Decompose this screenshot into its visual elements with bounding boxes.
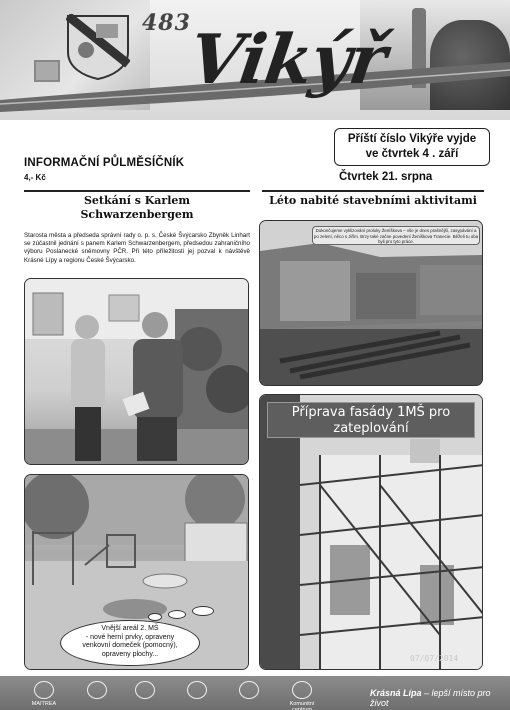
- issue-number: 483: [142, 10, 191, 36]
- article-left-headline-line2: Schwarzenbergem: [80, 208, 194, 221]
- caption-playground-line4: opraveny plochy...: [101, 650, 159, 658]
- sponsor-maitrea: [24, 681, 64, 707]
- maitrea-logo-icon: [34, 681, 54, 699]
- caption-facade: [267, 402, 475, 438]
- sponsor-logo-icon: [239, 681, 259, 699]
- caption-playground-line3: venkovní domeček (pomocný),: [82, 642, 178, 650]
- newspaper-logo: Vikýř: [184, 20, 391, 100]
- next-issue-line1: Příští číslo Vikýře vyjde: [347, 133, 477, 145]
- sponsor-logo-icon: [187, 681, 207, 699]
- masthead: [0, 0, 510, 120]
- article-right-headline: Léto nabité stavebními aktivitami: [269, 194, 477, 207]
- caption-facade-line2: zateplování: [333, 421, 409, 436]
- headline-rule-left: [24, 190, 250, 192]
- coat-of-arms-icon: [66, 14, 130, 80]
- price: 4,- Kč: [24, 173, 46, 182]
- town-slogan: [370, 688, 510, 708]
- next-issue-box: [334, 128, 490, 166]
- article-left-headline-line1: Setkání s Karlem: [83, 194, 191, 207]
- bubble-dot-3: [192, 606, 214, 616]
- caption-playground-line1: Vnější areál 2. MŠ: [101, 625, 159, 632]
- sponsor-3: [130, 681, 160, 701]
- sponsor-5: [234, 681, 264, 701]
- caption-playground-line2: - nové herní prvky, opraveny: [85, 633, 175, 641]
- sponsor-logo-icon: [87, 681, 107, 699]
- community-centre-logo-icon: [292, 681, 312, 699]
- slogan-rest: – lepší místo pro život: [370, 688, 491, 708]
- ruin-illustration: [260, 221, 483, 386]
- caption-facade-line1: Příprava fasády 1MŠ pro: [291, 405, 451, 420]
- next-issue-line2: ve čtvrtek 4 . září: [365, 148, 459, 160]
- caption-ruin: Dokončujeme vyklizování proluky Ženíškova – vše je dnes prašnější, zasypávání a po zelení, něco s Jiřím. Brzy také začne povedení Ženíškova Tranecie. Běželi tu oba byli pro tyto práce.: [313, 228, 479, 244]
- sponsor-2: [82, 681, 112, 701]
- newspaper-subtitle: INFORMAČNÍ PŮLMĚSÍČNÍK: [24, 157, 185, 169]
- photo-date-stamp: 07/07/2014: [410, 654, 459, 663]
- meeting-illustration: [25, 279, 249, 465]
- photo-meeting: [24, 278, 249, 465]
- bubble-dot-2: [168, 610, 186, 619]
- sponsor-logo-icon: [135, 681, 155, 699]
- sponsor-komunitni-centrum: Komunitní centrum: [280, 681, 324, 710]
- sponsor-4: [182, 681, 212, 701]
- sponsor-label: MAITREA: [31, 701, 57, 707]
- article-left-body: Starosta města a předseda správní rady o. p. s. České Švýcarsko Zbyněk Linhart se zúčastnil jednání s panem Karlem Schwarzenbergem, předsedou zahraničního výboru Poslanecké sněmovny PČR. Při této příležitosti jej pozval k návštěvě Krásné Lípy a regionu České Švýcarsko.: [24, 232, 250, 264]
- headline-rule-right: [262, 190, 484, 192]
- article-left-headline: [24, 194, 250, 222]
- caption-playground: [60, 620, 200, 666]
- bubble-dot-1: [148, 613, 162, 621]
- slogan-place: Krásná Lípa: [370, 688, 422, 698]
- issue-date: Čtvrtek 21. srpna: [339, 171, 433, 183]
